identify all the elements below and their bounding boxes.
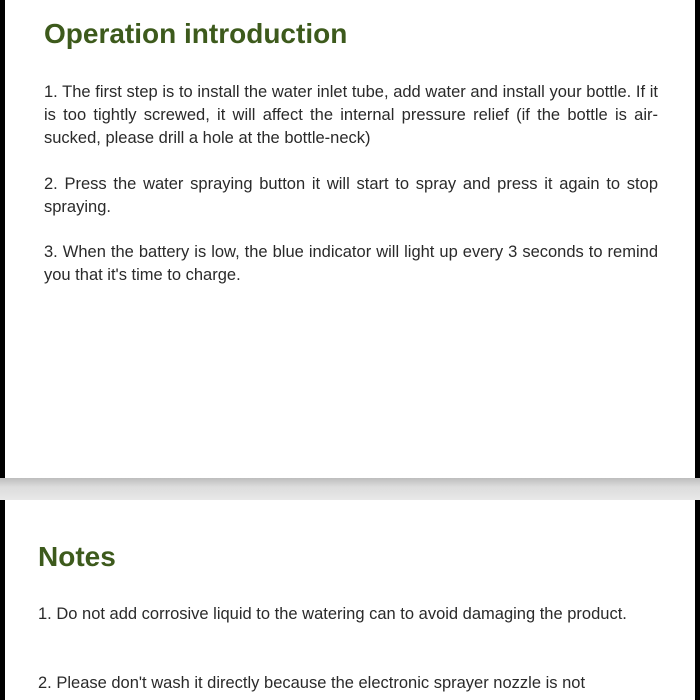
operation-step-1: 1. The first step is to install the water inlet tube, add water and install your bottle. If it is too tightly screwed, it will affect the internal pressure relief (if the bottle is air-sucked, please drill a hole at the bottle-neck) xyxy=(44,83,658,147)
note-item-1: 1. Do not add corrosive liquid to the watering can to avoid damaging the product. xyxy=(38,605,627,623)
notes-title: Notes xyxy=(38,541,116,572)
note-item-2: 2. Please don't wash it directly because the electronic sprayer nozzle is not xyxy=(38,674,586,692)
section-divider xyxy=(0,478,700,500)
operation-title: Operation introduction xyxy=(44,18,348,49)
notes-card xyxy=(5,500,695,700)
operation-step-2: 2. Press the water spraying button it will start to spray and press it again to stop spraying. xyxy=(44,175,658,216)
operation-step-3: 3. When the battery is low, the blue indicator will light up every 3 seconds to remind you that it's time to charge. xyxy=(44,243,658,284)
operation-card xyxy=(5,0,695,478)
